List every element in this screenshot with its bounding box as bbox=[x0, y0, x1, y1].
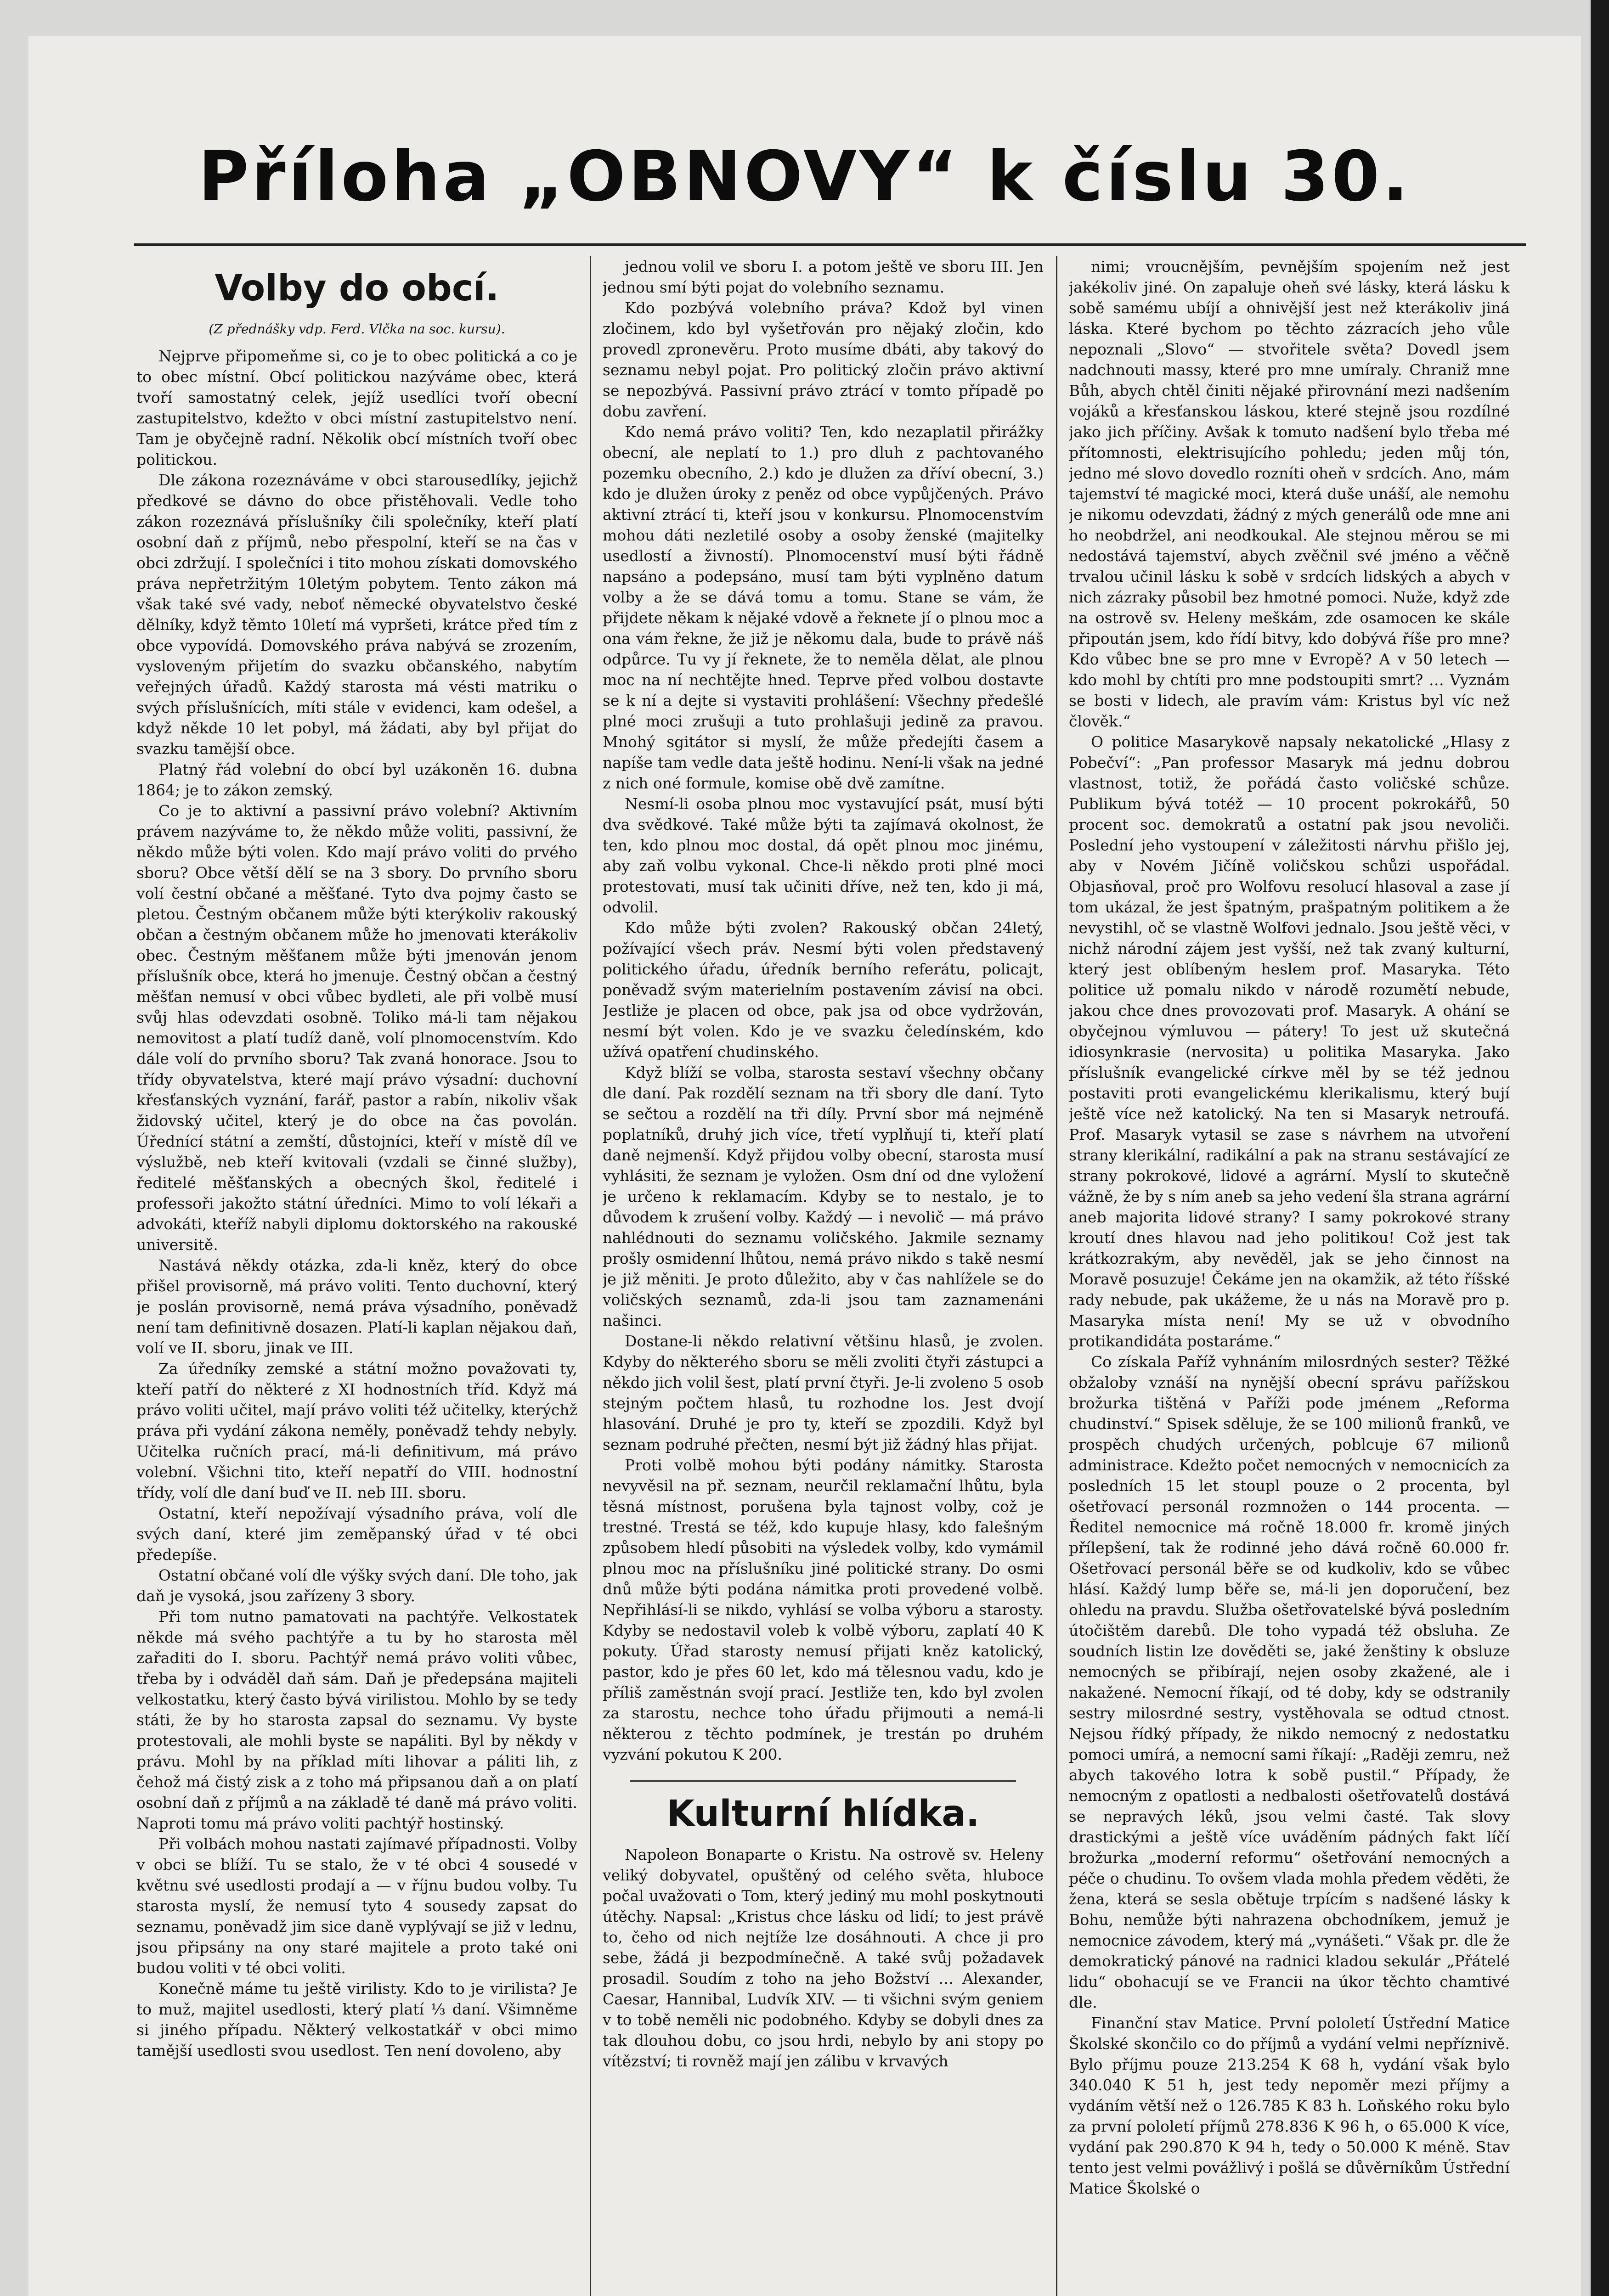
paragraph: nimi; vroucnějším, pevnějším spojením než jest jakékoliv jiné. On zapaluje oheň své lásky, která lásku k sobě samému ubíjí a ohnivější jest než kterákoliv jiná láska. Které bychom po těchto zázracích jeho vůle nepoznali „Slovo“ — stvořitele světa? Dovedl jsem nadchnouti massy, které pro mne umíraly. Chraniž mne Bůh, abych chtěl činiti nějaké přirovnání mezi nadšením vojáků a křesťanskou láskou, které stejně jsou rozdílné jako jich příčiny. Avšak k tomuto nadšení bylo třeba mé přítomnosti, elektrisujícího pohledu; jeden můj tón, jedno mé slovo dovedlo rozníti oheň v srdcích. Ano, mám tajemství té magické moci, která duše unáší, ale nemohu je nikomu odevzdati, žádný z mých generálů ode mne ani ho neobdržel, ani neodkoukal. Ale stejnou měrou se mi nedostává tajemství, abych zvěčnil své jméno a věčně trvalou učinil lásku k sobě v srdcích lidských a abych v nich zázraky působil bez hmotné pomoci. Nuže, když zde na ostrově sv. Heleny meškám, zde osamocen ke skále připoután jsem, kdo řídí bitvy, kdo dobývá říše pro mne? Kdo vůbec bne se pro mne v Evropě? A v 50 letech — kdo mohl by chtíti pro mne podstoupiti smrt? … Vyznám se bosti v lidech, ale pravím vám: Kristus byl víc než člověk.“ bbox=[1069, 258, 1510, 730]
paragraph: Dle zákona rozeznáváme v obci starousedlíky, jejichž předkové se dávno do obce přistěhovali. Vedle toho zákon rozeznává příslušníky čili společníky, kteří platí osobní daň z příjmů, nebo přespolní, kteří se na čas v obci zdržují. I společníci i tito mohou získati domovského práva nepřetržitým 10letým pobytem. Tento zákon má však také své vady, neboť německé obyvatelstvo české dělníky, když těmto 10letí má vypršeti, krátce před tím z obce vypovídá. Domovského práva nabývá se zrozením, vysloveným přijetím do svazku občanského, nabytím veřejných úřadů. Každý starosta má vésti matriku o svých příslušnících, míti stále v evidenci, kam odešel, a když někde 10 let pobyl, má žádati, aby byl přijat do svazku tamější obce. bbox=[136, 471, 577, 758]
byline: (Z přednášky vdp. Ferd. Vlčka na soc. kursu). bbox=[209, 321, 505, 337]
paragraph: Nastává někdy otázka, zda-li kněz, který do obce přišel provisorně, má právo voliti. Tento duchovní, který je poslán provisorně, nemá práva výsadního, poněvadž není tam definitivně dosazen. Platí-li kaplan nějakou daň, volí ve II. sboru, jinak ve III. bbox=[136, 1256, 577, 1357]
paragraph: Za úředníky zemské a státní možno považovati ty, kteří patří do některé z XI hodnostních tříd. Když má právo voliti učitel, mají právo voliti též učitelky, kterýchž práva při vydání zákona neměly, poněvadž tehdy nebyly. Učitelka ručních prací, má-li definitivum, má právo volební. Všichni tito, kteří nepatří do VIII. hodnostní třídy, volí dle daní buď ve II. neb III. sboru. bbox=[136, 1360, 577, 1502]
paragraph: Dostane-li někdo relativní většinu hlasů, je zvolen. Kdyby do některého sboru se měli zvoliti čtyři zástupci a někdo jich volil šest, platí první čtyři. Je-li zvoleno 5 osob stejným počtem hlasů, tu rozhodne los. Jest dvojí hlasování. Druhé je pro ty, kteří se zpozdili. Když byl seznam podruhé přečten, nesmí být již žádný hlas přijat. bbox=[603, 1332, 1044, 1453]
paragraph: Kdo pozbývá volebního práva? Kdož byl vinen zločinem, kdo byl vyšetřován pro nějaký zločin, kdo provedl zpronevěru. Proto musíme dbáti, aby takový do seznamu nebyl pojat. Pro politický zločin právo aktivní se nepozbývá. Passivní právo ztrácí v tomto případě po dobu zavření. bbox=[603, 299, 1044, 420]
masthead: Příloha „OBNOVY“ k číslu 30. bbox=[198, 137, 1411, 217]
paragraph: Kdo nemá právo voliti? Ten, kdo nezaplatil přirážky obecní, ale neplatí to 1.) pro dluh z pachtovaného pozemku obecního, 2.) kdo je dlužen za dříví obecní, 3.) kdo je dlužen úroky z peněz od obce vypůjčených. Právo aktivní ztrácí ti, kteří jsou v konkursu. Plnomocenstvím mohou dáti nezletilé osoby a osoby ženské (majitelky usedlostí a živností). Plnomocenství musí býti řádně napsáno a podepsáno, musí tam býti vyplněno datum volby a že se dává tomu a tomu. Stane se vám, že přijdete někam k nějaké vdově a řeknete jí o plnou moc a ona vám řekne, že již je někomu dala, bude to právě náš odpůrce. Tu vy jí řeknete, že to neměla dělat, ale plnou moc na ní nechtějte hned. Teprve před volbou dostavte se k ní a dejte si vystaviti prohlášení: Všechny předešlé plné moci zrušuji a tuto prohlašuji jedině za pravou. Mnohý sgitátor si myslí, že může předejíti časem a napíše tam vedle data ještě hodinu. Není-li však na jedné z nich oné formule, komise obě dvě zamítne. bbox=[603, 423, 1044, 792]
column-divider bbox=[1056, 256, 1057, 2296]
paragraph: Při volbách mohou nastati zajímavé případnosti. Volby v obci se blíží. Tu se stalo, že v té obci 4 sousedé v květnu své usedlosti prodají a — v říjnu budou volby. Tu starosta myslí, že nemusí tyto 4 sousedy zapsat do seznamu, poněvadž jim sice daně vyplývají se již v lednu, jsou připsány na ony staré majitele a proto také oni budou voliti v té obci voliti. bbox=[136, 1835, 577, 1977]
column-2 bbox=[603, 256, 1044, 2296]
paragraph: Konečně máme tu ještě virilisty. Kdo to je virilista? Je to muž, majitel usedlosti, který platí ⅓ daní. Všimněme si jiného případu. Některý velkostatkář v obci mimo tamější usedlosti svou usedlost. Ten není dovoleno, aby bbox=[136, 1980, 577, 2060]
column-divider bbox=[590, 256, 591, 2296]
paragraph: O politice Masarykově napsaly nekatolické „Hlasy z Pobečví“: „Pan professor Masaryk má jednu dobrou vlastnost, totiž, že pořádá často voličské schůze. Publikum bývá totéž — 10 procent pokrokářů, 50 procent soc. demokratů a ostatní pak jsou nevoliči. Poslední jeho vystoupení v záležitosti nárvhu přišlo jej, aby v Novém Jičíně voličskou schůzi uspořádal. Objasňoval, proč pro Wolfovu resolucí hlasoval a zase jí tom ukázal, že jest špatným, prašpatným politikem a že nevystihl, oč se vlastně Wolfovi jednalo. Jsou ještě věci, v nichž národní zájem jest vyšší, než tak zvaný kulturní, který jest oblíbeným heslem prof. Masaryka. Této politice už pomalu nikdo v národě rozumětí nebude, jakou chce dnes provozovati prof. Masaryk. A ohání se obyčejnou výmluvou — pátery! To jest už skutečná idiosynkrasie (nervosita) u politika Masaryka. Jako příslušník evangelické církve měl by se též jednou postaviti proti evangelickému klerikalismu, který bují ještě více než katolický. Na ten si Masaryk netroufá. Prof. Masaryk vytasil se zase s návrhem na utvoření strany klerikální, radikální a pak na stranu sestávající ze strany pokrokové, lidové a agrární. Myslí to skutečně vážně, že by s ním aneb sa jeho vedení šla strana agrární aneb majorita lidové strany? I samy pokrokové strany kroutí dnes hlavou nad jeho politikou! Což jest tak krátkozrakým, aby nevěděl, jak se jeho činnost na Moravě posuzuje! Čekáme jen na okamžik, až této říšské rady nebude, pak ukážeme, že u nás na Moravě pro p. Masaryka místa není! My se už v obvodního protikandidáta postaráme.“ bbox=[1069, 733, 1510, 1350]
section-divider bbox=[630, 1780, 1016, 1782]
header-rule bbox=[134, 243, 1526, 246]
paragraph: Nesmí-li osoba plnou moc vystavující psát, musí býti dva svědkové. Také může býti ta zajímavá okolnost, že ten, kdo plnou moc dostal, dá opět plnou moc jinému, aby zaň volbu vykonal. Chce-li někdo proti plné moci protestovati, musí tak učiniti dříve, než ten, kdo ji má, odvolil. bbox=[603, 795, 1044, 916]
paragraph: Nejprve připomeňme si, co je to obec politická a co je to obec místní. Obcí politickou nazýváme obec, která tvoří samostatný celek, jejíž usedlíci tvoří obecní zastupitelstvo, kdežto v obci místní zastupitelstvo není. Tam je obyčejně radní. Několik obcí místních tvoří obec politickou. bbox=[136, 347, 577, 468]
scan-edge bbox=[1591, 0, 1609, 2296]
paragraph: Kdo může býti zvolen? Rakouský občan 24letý, požívající všech práv. Nesmí býti volen představený politického úřadu, úředník berního referátu, policajt, poněvadž svým materielním postavením závisí na obci. Jestliže je placen od obce, pak jsa od obce vydržován, nesmí být volen. Kdo je ve svazku čeledínském, kdo užívá opatření chudinského. bbox=[603, 919, 1044, 1061]
paragraph: jednou volil ve sboru I. a potom ještě ve sboru III. Jen jednou smí býti pojat do volebního seznamu. bbox=[603, 258, 1044, 296]
paragraph: Ostatní, kteří nepožívají výsadního práva, volí dle svých daní, které jim zeměpanský úřad v té obci předepíše. bbox=[136, 1504, 577, 1564]
section-title-kulturni-hlidka: Kulturní hlídka. bbox=[666, 1793, 980, 1835]
article-title-volby: Volby do obcí. bbox=[215, 268, 499, 309]
paragraph: Při tom nutno pamatovati na pachtýře. Velkostatek někde má svého pachtýře a tu by ho starosta měl zařaditi do I. sboru. Pachtýř nemá právo voliti vůbec, třeba by i odváděl daň sám. Daň je předepsána majiteli velkostatku, který často bývá virilistou. Mohlo by se tedy státi, že by ho starosta zapsal do seznamu. Vy byste protestovali, ale mohli byste se napáliti. Byl by někdy v právu. Mohl by na příklad míti lihovar a páliti lih, z čehož má čistý zisk a z toho má připsanou daň a on platí osobní daň z příjmů a na základě té daně má právo voliti. Naproti tomu má právo voliti pachtýř hostinský. bbox=[136, 1608, 577, 1832]
paragraph: Co získala Paříž vyhnáním milosrdných sester? Těžké obžaloby vznáší na nynější obecní správu pařížskou brožurka tištěná v Paříži pode jménem „Reforma chudinství.“ Spisek sděluje, že se 100 milionů franků, ve prospěch chudých určených, poblcuje 67 milionů administrace. Kdežto počet nemocných v nemocnicích za posledních 15 let stoupl pouze o 2 procenta, byl ošetřovací personál rozmnožen o 144 procenta. — Ředitel nemocnice má ročně 18.000 fr. kromě jiných přílepšení, tak že rodinné jeho dává ročně 60.000 fr. Ošetřovací personál běře se od kudkoliv, kdo se vůbec hlásí. Každý lump běře se, má-li jen doporučení, bez ohledu na pravdu. Služba ošetřovatelské bývá posledním útočištěm darebů. Dle toho vypadá též obsluha. Ze soudních listin lze dověděti se, jaké ženštiny k obsluze nemocných se přibírají, nejen osoby zkažené, ale i nakažené. Nemocní říkají, od té doby, kdy se odstranily sestry milosrdné sestry, vystěhovala se odtud ctnost. Nejsou řídký případy, že nikdo nemocný z nedostatku pomoci umírá, a nemocní sami říkají: „Raději zemru, než abych takového lotra k sobě pustil.“ Případy, že nemocným z opatlosti a nedbalosti ošetřovatelů dostává se nepravých léků, jsou velmi časté. Tak slovy drastickými a ještě více uváděním pádných fakt líčí brožurka „moderní reformu“ ošetřování nemocných a péče o chudinu. To ovšem vlada mohla předem věděti, že žena, která se sesla obětuje trpícím s nadšené lásky k Bohu, nemůže býti nahrazena obchodníkem, jemuž je nemocnice závodem, který má „vynášeti.“ Však pr. dle že demokratický pánové na radnici kladou sekulár „Přátelé lidu“ obohacují se ve Francii na úkor těchto chamtivé dle. bbox=[1069, 1353, 1510, 2011]
column-3 bbox=[1069, 256, 1510, 2296]
column-1 bbox=[136, 256, 577, 2296]
paragraph: Když blíží se volba, starosta sestaví všechny občany dle daní. Pak rozdělí seznam na tři sbory dle daní. Tyto se sečtou a rozdělí na tři díly. První sbor má nejméně poplatníků, druhý jich více, třetí vyplňují ti, kteří platí daně nejmenší. Když přijdou volby obecní, starosta musí vyhlásiti, že seznam je vyložen. Osm dní od dne vyložení je určeno k reklamacím. Kdyby se to nestalo, je to důvodem k zrušení volby. Každý — i nevolič — má právo nahlédnouti do seznamu voličského. Jakmile seznamy prošly osmidenní lhůtou, nemá právo nikdo s takě nesmí je již měniti. Je proto důležito, aby v čas nahlížele se do voličských seznamů, zda-li jsou tam zaznamenáni našinci. bbox=[603, 1064, 1044, 1329]
paragraph: Ostatní občané volí dle výšky svých daní. Dle toho, jak daň je vysoká, jsou zařízeny 3 sbory. bbox=[136, 1566, 577, 1605]
newspaper-page bbox=[28, 36, 1581, 2296]
paragraph: Finanční stav Matice. První pololetí Ústřední Matice Školské skončilo co do příjmů a vydání velmi nepříznivě. Bylo příjmu pouze 213.254 K 68 h, vydání však bylo 340.040 K 51 h, jest tedy nepoměr mezi příjmy a vydáním větší než o 126.785 K 83 h. Loňského roku bylo za první pololetí příjmů 278.836 K 96 h, o 65.000 K více, vydání pak 290.870 K 94 h, tedy o 50.000 K méně. Stav tento jest velmi povážlivý i pošlá se důvěrníkům Ústřední Matice Školské o bbox=[1069, 2014, 1510, 2197]
paragraph: Co je to aktivní a passivní právo volební? Aktivním právem nazýváme to, že někdo může voliti, passivní, že někdo může býti volen. Kdo mají právo voliti do prvého sboru? Obce větší dělí se na 3 sbory. Do prvního sboru volí čestní občané a měšťané. Tyto dva pojmy často se pletou. Čestným občanem může býti kterýkoliv rakouský občan a čestným občanem může ho jmenovati kterákoliv obec. Čestným měšťanem může býti jmenován jenom příslušník obce, která ho jmenuje. Čestný občan a čestný měšťan nemusí v obci vůbec bydleti, ale při volbě musí svůj hlas odevzdati osobně. Toliko má-li tam nějakou nemovitost a platí tudíž daně, volí plnomocenstvím. Kdo dále volí do prvního sboru? Tak zvaná honorace. Jsou to třídy obyvatelstva, které mají právo výsadní: duchovní křesťanských vyznání, farář, pastor a rabín, nikoliv však židovský učitel, který je do obce na čas povolán. Úřednící státní a zemští, důstojníci, kteří v místě díl ve výslužbě, neb kteří kvitovali (vzdali se činné služby), ředitelé měšťanských a obecných škol, ředitelé i professoři jakožto státní úředníci. Mimo to volí lékaři a advokáti, kteříž nabyli diplomu doktorského na rakouské universitě. bbox=[136, 802, 577, 1254]
paragraph: Napoleon Bonaparte o Kristu. Na ostrově sv. Heleny veliký dobyvatel, opuštěný od celého světa, hlubocе počal uvažovati o Tom, který jediný mu mohl poskytnouti útěchy. Napsal: „Kristus chce lásku od lidí; to jest právě to, čeho od nich nejtíže lze dosáhnouti. A chce ji pro sebe, žádá ji bezpodmínečně. A také svůj požadavek prosadil. Soudím z toho na jeho Božství … Alexander, Caesar, Hannibal, Ludvík XIV. — ti všichni svým geniem v to tobě neměli nic podobného. Kdyby se dobyli dnes za tak dlouhou dobu, co jsou hrdi, nebylo by ani stopy po vítězství; ti rovněž mají jen zálibu v krvavých bbox=[603, 1846, 1044, 2070]
paragraph: Proti volbě mohou býti podány námitky. Starosta nevyvěsil na př. seznam, neurčil reklamační lhůtu, byla těsná místnost, porušena byla tajnost volby, což je trestné. Trestá se též, kdo kupuje hlasy, kdo falešným způsobem hledí působiti na výsledek volby, kdo vymámil plnou moc na příslušníku jiné politické strany. Do osmi dnů může býti podána námitka proti provedené volbě. Nepřihlásí-li se nikdo, vyhlásí se volba výboru a starosty. Kdyby se nedostavil voleb k volbě výboru, zaplatí 40 K pokuty. Úřad starosty nemusí přijati kněz katolický, pastor, kdo je přes 60 let, kdo má tělesnou vadu, kdo je příliš zaměstnán svojí prací. Jestliže ten, kdo byl zvolen za starostu, nechce toho úřadu přijmouti a nemá-li některou z těchto podmínek, je trestán po druhém vyzvání pokutou K 200. bbox=[603, 1456, 1044, 1763]
paragraph: Platný řád volební do obcí byl uzákoněn 16. dubna 1864; je to zákon zemský. bbox=[136, 760, 577, 799]
